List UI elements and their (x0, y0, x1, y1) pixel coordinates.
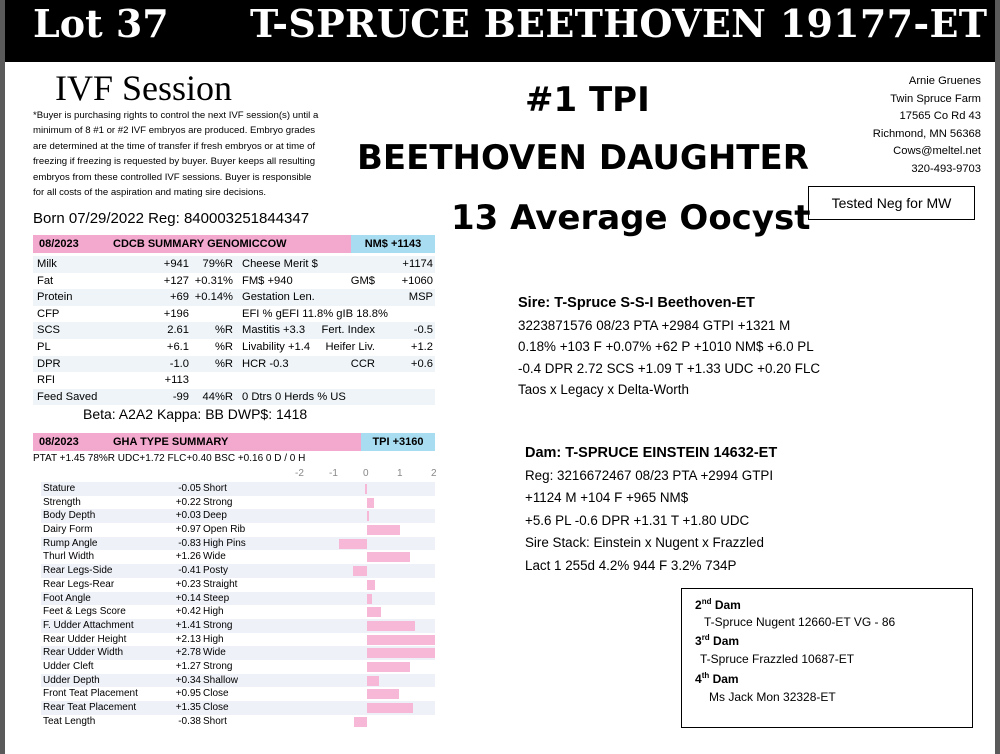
trait-bar (367, 511, 369, 521)
trait-bar (367, 580, 375, 590)
type-trait-row (41, 523, 435, 537)
genomic-cell: PL (37, 340, 51, 353)
trait-value: +0.22 (175, 496, 201, 508)
city-state-zip: Richmond, MN 56368 (872, 127, 981, 140)
genomic-cell: FM$ +940 (242, 274, 293, 287)
type-trait-row (41, 646, 435, 660)
trait-value: +1.27 (175, 660, 201, 672)
trait-description: Strong (203, 496, 233, 508)
genomic-cell: Milk (37, 258, 57, 270)
headline-daughter: BEETHOVEN DAUGHTER (357, 138, 809, 178)
trait-name: Rear Legs-Rear (43, 578, 115, 590)
genomic-cell: Mastitis +3.3 (242, 324, 306, 337)
genomic-cell: +196 (163, 307, 189, 320)
genomic-row (33, 356, 435, 373)
trait-bar (367, 689, 399, 699)
consignor-name: Arnie Gruenes (908, 75, 981, 87)
type-trait-row (41, 578, 435, 592)
dam-line: +1124 M +104 F +965 NM$ (525, 490, 689, 505)
ivf-terms-note: *Buyer is purchasing rights to control the next IVF session(s) until a minimum of 8 #1 or #2 IVF embryos are produced. Embryo grades are determined at the time of transfer if fresh embryos or at time of freezing if freezing is requested by buyer. Buyer keeps all resulting embryos from these controlled IVF sessions. Buyer is responsible for all costs of the aspiration and mating sire decisions. (33, 110, 319, 199)
trait-description: High Pins (203, 537, 246, 549)
genomic-cell: Heifer Liv. (325, 340, 375, 353)
trait-description: Short (203, 715, 227, 727)
genomic-cell: %R (214, 357, 233, 370)
type-trait-row (41, 482, 435, 496)
dam-line: Lact 1 255d 4.2% 944 F 3.2% 734P (525, 557, 737, 573)
sale-page (5, 0, 995, 754)
genomic-cell: HCR -0.3 (242, 357, 289, 370)
genomic-cell: Protein (37, 291, 73, 304)
trait-name: Rear Teat Placement (43, 702, 137, 713)
trait-description: High (203, 606, 224, 618)
trait-description: Wide (203, 647, 226, 659)
birth-registration-line: Born 07/29/2022 Reg: 840003251844347 (33, 210, 310, 227)
trait-bar (367, 635, 435, 645)
scale-tick-label: -2 (295, 468, 304, 479)
genomic-cell: +69 (170, 291, 189, 304)
sire-line: Taos x Legacy x Delta-Worth (518, 382, 689, 397)
trait-description: Shallow (203, 674, 239, 686)
trait-description: Posty (203, 565, 229, 577)
genomic-cell: Fat (37, 274, 54, 287)
genomic-cell: RFI (37, 374, 56, 387)
trait-value: +0.03 (175, 510, 201, 522)
trait-value: +0.23 (175, 578, 201, 590)
genomic-cell: MSP (408, 291, 433, 304)
trait-description: High (203, 633, 224, 645)
type-scale (33, 468, 435, 482)
type-trait-row (41, 660, 435, 674)
genomic-cell: 44%R (202, 390, 233, 403)
trait-bar (365, 484, 367, 494)
genomic-row (33, 289, 435, 306)
trait-name: Feet & Legs Score (43, 606, 126, 618)
trait-name: Rear Udder Width (43, 647, 124, 659)
trait-value: +1.26 (175, 551, 201, 563)
trait-value: +1.41 (175, 619, 201, 631)
type-trait-row (41, 605, 435, 619)
type-trait-row (41, 715, 435, 729)
genomic-cell: Feed Saved (37, 390, 98, 403)
fourth-dam-name: Ms Jack Mon 32328-ET (709, 690, 836, 704)
sire-line: 0.18% +103 F +0.07% +62 P +1010 NM$ +6.0 PL (518, 339, 814, 354)
trait-value: -0.83 (178, 537, 201, 549)
genomic-cell: +1060 (401, 274, 433, 287)
consignor-contact (873, 73, 981, 179)
trait-description: Steep (203, 592, 230, 604)
dam-block (525, 442, 777, 577)
trait-name: Rump Angle (43, 537, 98, 549)
genomic-row (33, 339, 435, 356)
genomic-cell: %R (214, 340, 233, 353)
genomic-row (33, 273, 435, 290)
trait-bar (367, 621, 415, 631)
scale-tick-label: 1 (397, 468, 403, 479)
tpi-badge: TPI +3160 (361, 433, 435, 451)
trait-bar (353, 566, 367, 576)
street-address: 17565 Co Rd 43 (899, 110, 981, 123)
trait-value: +0.95 (175, 688, 201, 700)
ptat-line: PTAT +1.45 78%R UDC+1.72 FLC+0.40 BSC +0.16 0 D / 0 H (33, 453, 306, 464)
genomic-cell: Fert. Index (321, 324, 375, 337)
trait-description: Wide (203, 551, 226, 563)
dam-line: +5.6 PL -0.6 DPR +1.31 T +1.80 UDC (525, 512, 750, 528)
phone: 320-493-9703 (911, 162, 981, 175)
type-trait-row (41, 509, 435, 523)
trait-name: Udder Cleft (43, 660, 94, 672)
trait-bar (367, 676, 379, 686)
trait-bar (339, 539, 367, 549)
genomic-row (33, 322, 435, 339)
animal-name: T-SPRUCE BEETHOVEN 19177-ET (250, 1, 988, 46)
trait-value: +2.78 (175, 647, 201, 659)
trait-description: Strong (203, 660, 233, 672)
genomic-cell: EFI % gEFI 11.8% gIB 18.8% (242, 307, 388, 320)
lot-number: Lot 37 (33, 1, 169, 46)
type-trait-row (41, 537, 435, 551)
type-date: 08/2023 (39, 436, 79, 448)
genomic-row (33, 256, 435, 273)
trait-bar (367, 594, 372, 604)
trait-description: Straight (203, 578, 238, 590)
trait-value: -0.41 (178, 565, 201, 577)
genomic-cell: +1174 (402, 258, 433, 270)
genomic-title: CDCB SUMMARY GENOMICCOW (113, 238, 287, 250)
trait-bar (354, 717, 367, 727)
email: Cows@meltel.net (893, 145, 981, 158)
trait-bar (367, 525, 400, 535)
genomic-cell: Livability +1.4 (242, 340, 311, 353)
type-trait-table (41, 482, 435, 728)
sire-block (518, 293, 820, 401)
genomic-cell: CCR (350, 357, 375, 370)
trait-name: Body Depth (43, 510, 96, 522)
trait-value: +0.34 (175, 674, 201, 686)
genomic-cell: %R (214, 324, 233, 337)
trait-name: Front Teat Placement (43, 688, 138, 700)
trait-value: -0.38 (178, 715, 201, 727)
scale-tick-label: 2 (431, 468, 437, 479)
trait-bar (367, 552, 410, 562)
tested-badge: Tested Neg for MW (808, 186, 975, 220)
trait-name: Dairy Form (43, 524, 93, 536)
type-trait-row (41, 550, 435, 564)
genomic-cell: 0 Dtrs 0 Herds % US (242, 390, 346, 403)
trait-name: F. Udder Attachment (43, 619, 134, 631)
genomic-cell: 2.61 (167, 324, 189, 337)
genomic-cell: +0.14% (194, 291, 233, 304)
trait-name: Foot Angle (43, 592, 91, 604)
sire-line: 3223871576 08/23 PTA +2984 GTPI +1321 M (518, 317, 791, 333)
headline-tpi: #1 TPI (525, 80, 650, 120)
genomic-row (33, 389, 435, 406)
genomic-cell: SCS (37, 324, 61, 337)
genomic-cell: +6.1 (166, 340, 189, 353)
type-summary-header (33, 433, 435, 451)
trait-name: Strength (43, 496, 81, 508)
genomic-cell: +941 (163, 258, 189, 270)
trait-value: +2.13 (175, 633, 201, 645)
type-trait-row (41, 701, 435, 715)
trait-name: Udder Depth (43, 674, 100, 686)
trait-value: -0.05 (178, 483, 201, 494)
second-dam-label: 2nd Dam (695, 597, 741, 612)
type-trait-row (41, 496, 435, 510)
trait-bar (367, 498, 374, 508)
ivf-session-title: IVF Session (55, 68, 233, 108)
type-title: GHA TYPE SUMMARY (113, 436, 229, 448)
genomic-summary-header (33, 235, 435, 253)
third-dam-name: T-Spruce Frazzled 10687-ET (700, 652, 855, 666)
trait-bar (367, 607, 381, 617)
genomic-cell: -99 (172, 390, 189, 403)
genomic-cell: -0.5 (413, 324, 433, 337)
genomic-cell: +0.6 (410, 357, 433, 370)
beta-kappa-dwp-line: Beta: A2A2 Kappa: BB DWP$: 1418 (83, 406, 308, 422)
type-trait-row (41, 633, 435, 647)
trait-name: Stature (43, 483, 76, 494)
sire-heading: Sire: T-Spruce S-S-I Beethoven-ET (518, 295, 755, 311)
type-trait-row (41, 687, 435, 701)
scale-tick-label: -1 (329, 468, 338, 479)
genomic-cell: +1.2 (410, 340, 433, 353)
trait-value: +0.14 (175, 592, 201, 604)
trait-bar (367, 703, 413, 713)
dam-heading: Dam: T-SPRUCE EINSTEIN 14632-ET (525, 445, 778, 461)
trait-value: +0.97 (175, 524, 201, 536)
trait-value: +1.35 (175, 702, 201, 713)
trait-name: Teat Length (43, 715, 96, 727)
trait-description: Short (203, 483, 227, 494)
trait-description: Deep (203, 510, 227, 522)
sire-line: -0.4 DPR 2.72 SCS +1.09 T +1.33 UDC +0.20 FLC (518, 360, 821, 376)
genomic-date: 08/2023 (39, 238, 79, 250)
lot-banner (5, 0, 995, 62)
fourth-dam-label: 4th Dam (695, 671, 739, 686)
trait-bar (367, 648, 435, 658)
scale-tick-label: 0 (363, 468, 369, 479)
type-trait-row (41, 564, 435, 578)
pedigree-dams-box (681, 588, 973, 728)
trait-value: +0.42 (175, 606, 201, 618)
trait-name: Rear Legs-Side (43, 565, 113, 577)
genomic-table (33, 256, 435, 405)
trait-description: Close (203, 688, 229, 700)
genomic-row (33, 372, 435, 389)
genomic-cell: 79%R (202, 258, 233, 270)
farm-name: Twin Spruce Farm (890, 92, 981, 105)
trait-description: Strong (203, 619, 233, 631)
third-dam-label: 3rd Dam (695, 633, 740, 648)
trait-name: Rear Udder Height (43, 633, 127, 645)
genomic-cell: +127 (163, 274, 189, 287)
dam-line: Sire Stack: Einstein x Nugent x Frazzled (525, 535, 764, 550)
headline-oocyst: 13 Average Oocyst (451, 198, 811, 238)
genomic-row (33, 306, 435, 323)
type-trait-row (41, 674, 435, 688)
second-dam-name: T-Spruce Nugent 12660-ET VG - 86 (704, 615, 896, 629)
nm-badge: NM$ +1143 (351, 235, 435, 253)
trait-description: Close (203, 702, 229, 713)
genomic-cell: -1.0 (169, 357, 189, 370)
genomic-cell: +0.31% (194, 274, 233, 287)
trait-bar (367, 662, 410, 672)
genomic-cell: GM$ (350, 274, 375, 287)
genomic-cell: CFP (37, 307, 60, 320)
genomic-cell: Gestation Len. (242, 291, 315, 304)
trait-name: Thurl Width (43, 551, 95, 563)
genomic-cell: Cheese Merit $ (242, 258, 318, 270)
type-trait-row (41, 619, 435, 633)
type-trait-row (41, 592, 435, 606)
trait-description: Open Rib (203, 524, 246, 536)
dam-line: Reg: 3216672467 08/23 PTA +2994 GTPI (525, 467, 774, 483)
genomic-cell: DPR (37, 357, 61, 370)
genomic-cell: +113 (164, 374, 189, 387)
